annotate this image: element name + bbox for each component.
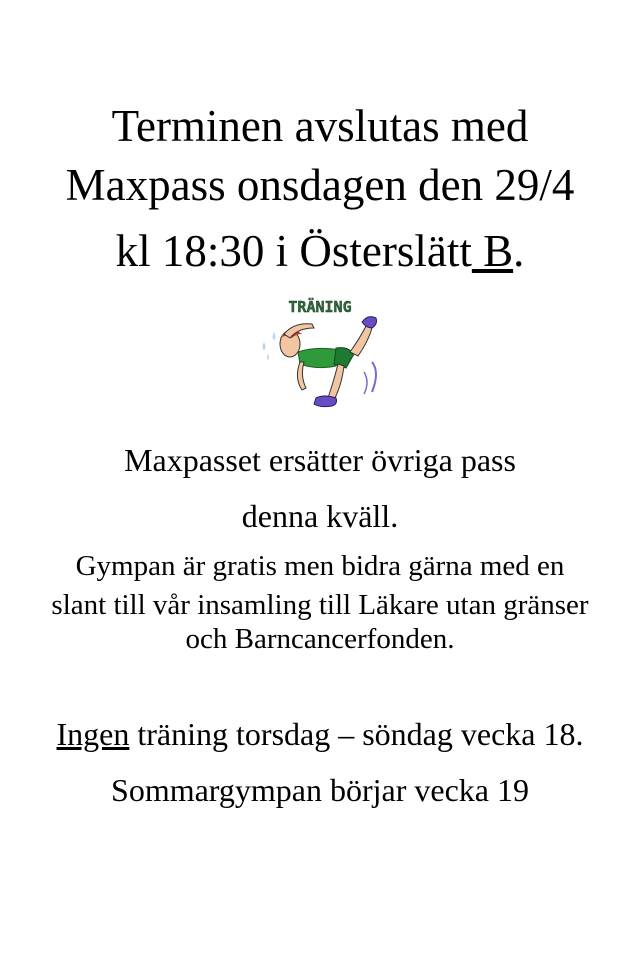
body-line-3: Gympan är gratis men bidra gärna med en bbox=[75, 550, 565, 582]
exhausted-runner-icon bbox=[254, 292, 386, 418]
summer-gym-line: Sommargympan börjar vecka 19 bbox=[111, 772, 529, 808]
body-line-5: och Barncancerfonden. bbox=[185, 623, 455, 655]
body-line-2: denna kväll. bbox=[241, 498, 399, 534]
heading-line-1: Terminen avslutas med bbox=[111, 101, 529, 151]
heading-line-2: Maxpass onsdagen den 29/4 bbox=[65, 160, 575, 210]
heading-line-3 bbox=[0, 226, 640, 276]
body-line-1: Maxpasset ersätter övriga pass bbox=[124, 442, 516, 478]
heading-period: . bbox=[513, 226, 525, 276]
body-line-4: slant till vår insamling till Läkare utan gränser bbox=[51, 589, 589, 621]
no-training-notice bbox=[0, 718, 640, 750]
notice-emphasis: Ingen bbox=[56, 716, 130, 752]
clipart-label: TRÄNING bbox=[288, 298, 352, 316]
heading-line-3-text: kl 18:30 i Österslätt bbox=[115, 226, 472, 276]
notice-text: träning torsdag – söndag vecka 18. bbox=[129, 716, 584, 752]
heading-underlined-b: B bbox=[471, 226, 514, 276]
